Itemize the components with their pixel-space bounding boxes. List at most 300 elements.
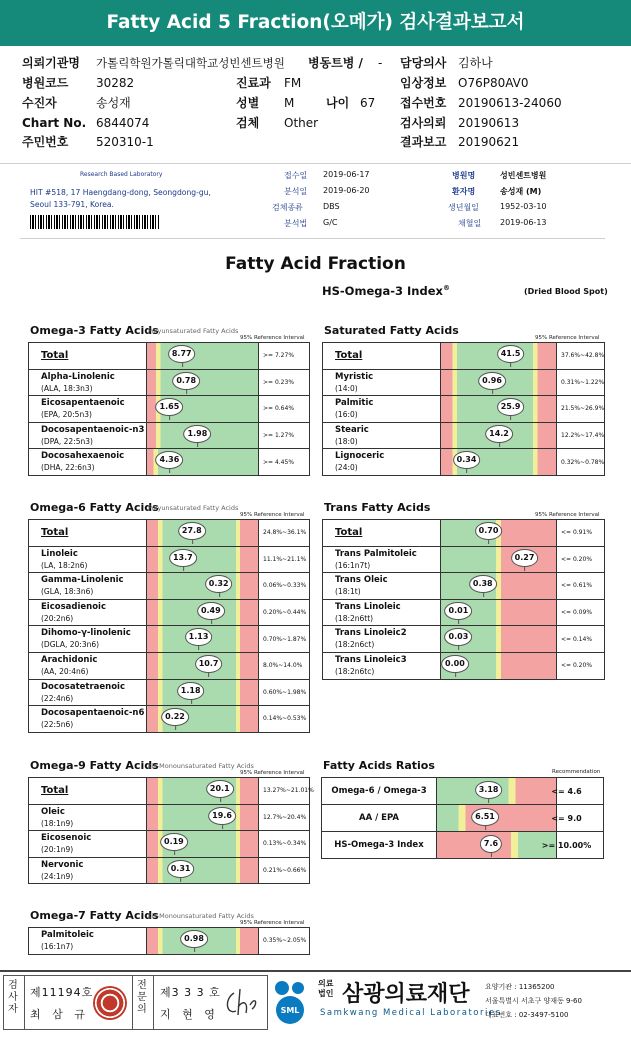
index-title: HS-Omega-3 Index®	[322, 284, 450, 298]
hospital-value: 성빈센트병원	[500, 171, 547, 180]
result-value: 25.9	[497, 398, 525, 416]
brand-prefix: 의료법인	[318, 979, 334, 998]
result-value: 1.65	[156, 398, 184, 416]
result-value: 0.70	[475, 522, 503, 540]
acid-formula: (20:2n6)	[41, 613, 74, 623]
ratio-row	[322, 832, 603, 859]
range-bar	[441, 520, 557, 546]
table-row	[29, 831, 309, 858]
reference-interval-label: 95% Reference Interval	[240, 770, 305, 776]
result-value: 0.01	[445, 602, 473, 620]
divider	[0, 163, 631, 164]
reference-range: 13.27%~21.01%	[263, 787, 314, 795]
fatty-acid-name	[29, 680, 147, 706]
acid-name: Linoleic	[41, 548, 78, 559]
fatty-acid-name	[29, 653, 147, 679]
result-value: 0.34	[453, 451, 481, 469]
fatty-acid-name	[323, 343, 441, 369]
range-bar	[147, 343, 259, 369]
acid-formula: (16:1n7)	[41, 942, 74, 951]
name-value: 송성재 (M)	[500, 187, 542, 196]
fatty-acid-name	[29, 805, 147, 831]
total-label: Total	[41, 350, 69, 361]
table-row	[323, 626, 604, 653]
ward-value: -	[378, 56, 383, 70]
ratios-table	[321, 777, 604, 859]
acid-name: Docosapentaenoic-n6	[41, 708, 145, 719]
table-row	[323, 547, 604, 574]
fatty-acid-name	[29, 778, 147, 804]
reference-range: 0.20%~0.44%	[263, 609, 307, 617]
reference-range: 8.0%~14.0%	[263, 662, 303, 670]
age-value: 67	[360, 96, 376, 110]
sml-logo-text: SML	[280, 1006, 300, 1015]
table-row	[323, 653, 604, 680]
reference-range: <= 0.20%	[561, 555, 593, 563]
acid-name: Oleic	[41, 806, 65, 817]
specialist-name: 지 현 영	[160, 1008, 219, 1021]
table-row	[29, 680, 309, 707]
fatty-acid-name	[29, 573, 147, 599]
results-table	[28, 342, 310, 476]
table-row	[29, 343, 309, 370]
specimen-type-value: DBS	[323, 202, 340, 211]
results-table	[28, 519, 310, 733]
section-title: Trans Fatty Acids	[324, 501, 431, 514]
doctor-label: 담당의사	[400, 56, 447, 70]
main-title: Fatty Acid Fraction	[225, 254, 406, 274]
acid-formula: (24:0)	[335, 463, 358, 473]
fatty-acid-name	[29, 600, 147, 626]
acid-formula: (16:1n7t)	[335, 560, 371, 570]
section-subtitle: Polyunsaturated Fatty Acids	[148, 327, 239, 335]
reference-range: 24.8%~36.1%	[263, 529, 307, 537]
analyzed-value: 2019-06-20	[323, 186, 370, 195]
received-value: 2019-06-17	[323, 170, 370, 179]
barcode	[30, 215, 160, 229]
analyzed-label: 분석일	[284, 187, 308, 196]
range-bar	[147, 831, 259, 857]
range-bar	[147, 449, 259, 475]
table-row	[29, 449, 309, 476]
recommendation-label: Recommendation	[552, 769, 601, 775]
acid-formula: (16:0)	[335, 410, 358, 420]
reference-range: <= 0.09%	[561, 609, 593, 617]
ratio-value: 7.6	[480, 835, 502, 853]
range-bar	[441, 547, 557, 573]
reference-range: <= 0.20%	[561, 662, 593, 670]
range-bar	[147, 626, 259, 652]
result-value: 19.6	[208, 807, 236, 825]
sex-label: 성별	[236, 96, 260, 110]
result-value: 0.49	[197, 602, 225, 620]
institution-code: 요양기관 : 11365200	[485, 983, 555, 991]
method-value: G/C	[323, 218, 338, 227]
ratios-title: Fatty Acids Ratios	[323, 759, 435, 772]
brand-name: 삼광의료재단	[342, 982, 470, 1007]
acid-name: Stearic	[335, 424, 369, 435]
table-row	[29, 520, 309, 547]
report-title: Fatty Acid 5 Fraction(오메가) 검사결과보고서	[0, 0, 631, 46]
fatty-acid-name	[29, 520, 147, 546]
acid-name: Trans Linoleic	[335, 601, 401, 612]
result-value: 0.32	[205, 575, 233, 593]
table-row	[323, 449, 604, 476]
reference-interval-label: 95% Reference Interval	[240, 512, 305, 518]
hosp-code-value: 30282	[96, 76, 135, 90]
acid-formula: (AA, 20:4n6)	[41, 666, 89, 676]
reference-interval-label: 95% Reference Interval	[240, 335, 305, 341]
section-title: Saturated Fatty Acids	[324, 324, 459, 337]
received-label: 접수일	[284, 171, 308, 180]
result-value: 0.78	[172, 372, 200, 390]
fatty-acid-name	[323, 573, 441, 599]
range-bar	[147, 600, 259, 626]
acid-formula: (18:2n6tt)	[335, 613, 374, 623]
section-subtitle: Polyunsaturated Fatty Acids	[148, 504, 239, 512]
section-title: Omega-3 Fatty Acids	[30, 324, 159, 337]
reference-range: 11.1%~21.1%	[263, 555, 307, 563]
reference-range: <= 0.14%	[561, 635, 593, 643]
acid-name: Nervonic	[41, 859, 84, 870]
reference-range: 0.31%~1.22%	[561, 378, 605, 386]
reference-range: 0.14%~0.53%	[263, 715, 307, 723]
fatty-acid-name	[29, 928, 147, 954]
table-row	[29, 547, 309, 574]
name-label: 환자명	[452, 187, 476, 196]
acid-formula: (20:1n9)	[41, 845, 74, 855]
reference-range: 12.7%~20.4%	[263, 813, 307, 821]
result-value: 10.7	[195, 655, 223, 673]
acid-formula: (18:1t)	[335, 587, 361, 597]
reference-interval-label: 95% Reference Interval	[240, 920, 305, 926]
result-value: 0.31	[167, 860, 195, 878]
collected-value: 2019-06-13	[500, 218, 547, 227]
report-date-label: 결과보고	[400, 135, 447, 149]
result-value: 0.03	[445, 628, 473, 646]
results-table	[28, 777, 314, 884]
reference-range: 12.2%~17.4%	[561, 432, 605, 440]
hospital-label: 병원명	[452, 171, 476, 180]
patient-value: 송성재	[96, 96, 131, 110]
ratio-row	[322, 805, 603, 832]
fatty-acid-name	[323, 423, 441, 449]
acid-formula: (14:0)	[335, 383, 358, 393]
acid-name: Docosatetraenoic	[41, 681, 125, 692]
receipt-value: 20190613-24060	[458, 96, 562, 110]
table-row	[29, 928, 309, 955]
range-bar	[441, 573, 557, 599]
institution-value: 가톨릭학원가톨릭대학교성빈센트병원	[96, 56, 285, 70]
result-value: 0.19	[160, 833, 188, 851]
fatty-acid-name	[29, 547, 147, 573]
specimen-type-label: 검체종류	[272, 203, 303, 212]
result-value: 8.77	[168, 345, 196, 363]
fatty-acid-name	[323, 626, 441, 652]
range-bar	[147, 653, 259, 679]
fatty-acid-name	[323, 547, 441, 573]
range-bar	[147, 573, 259, 599]
address: 서울특별시 서초구 양재동 9-60	[485, 997, 582, 1005]
acid-formula: (22:4n6)	[41, 693, 74, 703]
range-bar	[441, 626, 557, 652]
method-label: 분석법	[284, 219, 308, 228]
id-label: 주민번호	[22, 135, 69, 149]
id-value: 520310-1	[96, 135, 154, 149]
acid-formula: (18:2n6ct)	[335, 640, 375, 650]
reference-range: >= 0.64%	[263, 405, 295, 413]
ward-label: 병동트병 /	[308, 56, 363, 70]
acid-name: Eicosenoic	[41, 833, 92, 844]
fatty-acid-name	[323, 600, 441, 626]
request-value: 20190613	[458, 116, 520, 130]
reference-interval-label: 95% Reference Interval	[535, 512, 600, 518]
acid-formula: (22:5n6)	[41, 720, 74, 730]
table-row	[29, 396, 309, 423]
report-date-value: 20190621	[458, 135, 520, 149]
specimen-label: 검체	[236, 116, 260, 130]
seal-icon	[93, 986, 127, 1020]
range-bar	[147, 928, 259, 954]
total-label: Total	[41, 785, 69, 796]
section-title: Omega-9 Fatty Acids	[30, 759, 159, 772]
ratio-name: Omega-6 / Omega-3	[322, 778, 437, 804]
fatty-acid-name	[323, 653, 441, 679]
acid-name: Palmitic	[335, 398, 374, 409]
acid-formula: (DPA, 22:5n3)	[41, 436, 93, 446]
table-row	[323, 343, 604, 370]
table-row	[323, 370, 604, 397]
range-bar	[147, 547, 259, 573]
reference-range: >= 0.23%	[263, 378, 295, 386]
table-row	[29, 805, 309, 832]
result-value: 0.38	[469, 575, 497, 593]
reference-range: >= 1.27%	[263, 432, 295, 440]
result-value: 13.7	[169, 549, 197, 567]
ratio-row	[322, 778, 603, 805]
fatty-acid-name	[323, 396, 441, 422]
range-bar	[441, 449, 557, 475]
specialist-label: 전문의	[137, 980, 147, 1015]
lab-label: Research Based Laboratory	[80, 171, 163, 178]
specialist-number: 제3 3 3 호	[160, 986, 221, 999]
institution-label: 의뢰기관명	[22, 56, 80, 70]
reference-range: >= 4.45%	[263, 458, 295, 466]
sex-value: M	[284, 96, 295, 110]
acid-formula: (24:1n9)	[41, 871, 74, 881]
fatty-acid-name	[29, 423, 147, 449]
table-row	[29, 706, 309, 733]
total-label: Total	[41, 527, 69, 538]
table-row	[29, 600, 309, 627]
range-bar	[147, 370, 259, 396]
range-bar	[441, 600, 557, 626]
section-subtitle: cis-Monounsaturated Fatty Acids	[148, 762, 254, 770]
request-label: 검사의뢰	[400, 116, 447, 130]
table-row	[29, 370, 309, 397]
range-bar	[147, 396, 259, 422]
lab-address-1: HIT #518, 17 Haengdang-dong, Seongdong-gu,	[30, 188, 211, 197]
result-value: 20.1	[206, 780, 234, 798]
fatty-acid-name	[29, 831, 147, 857]
acid-name: Gamma-Linolenic	[41, 575, 124, 586]
reference-range: 0.35%~2.05%	[263, 937, 307, 945]
specimen-value: Other	[284, 116, 319, 130]
reference-range: 0.60%~1.98%	[263, 688, 307, 696]
reference-range: 0.13%~0.34%	[263, 840, 307, 848]
fatty-acid-name	[29, 370, 147, 396]
acid-name: Lignoceric	[335, 451, 385, 462]
section-subtitle: cis-Monounsaturated Fatty Acids	[148, 912, 254, 920]
section-title: Omega-7 Fatty Acids	[30, 909, 159, 922]
receipt-label: 접수번호	[400, 96, 447, 110]
doctor-value: 김하나	[458, 56, 493, 70]
range-bar	[147, 778, 259, 804]
ratio-recommendation: >= 10.00%	[541, 840, 592, 850]
clinical-label: 임상정보	[400, 76, 447, 90]
result-value: 0.00	[441, 655, 469, 673]
acid-name: Docosahexaenoic	[41, 451, 125, 462]
table-row	[323, 573, 604, 600]
range-bar	[441, 423, 557, 449]
acid-formula: (18:0)	[335, 436, 358, 446]
acid-formula: (DHA, 22:6n3)	[41, 463, 95, 473]
acid-formula: (EPA, 20:5n3)	[41, 410, 92, 420]
reference-range: >= 7.27%	[263, 352, 295, 360]
ratio-recommendation: <= 4.6	[551, 786, 582, 796]
acid-name: Trans Linoleic2	[335, 628, 407, 639]
result-value: 41.5	[497, 345, 525, 363]
acid-name: Arachidonic	[41, 654, 98, 665]
fatty-acid-name	[29, 858, 147, 884]
range-bar	[147, 423, 259, 449]
dept-label: 진료과	[236, 76, 271, 90]
phone: 대표번호 : 02-3497-5100	[485, 1011, 569, 1019]
acid-formula: (DGLA, 20:3n6)	[41, 640, 100, 650]
chart-label: Chart No.	[22, 116, 87, 130]
examiner-label: 검사자	[8, 980, 18, 1015]
ratio-recommendation: <= 9.0	[551, 813, 582, 823]
acid-name: Myristic	[335, 371, 374, 382]
result-value: 4.36	[156, 451, 184, 469]
table-row	[29, 626, 309, 653]
results-table	[322, 519, 605, 680]
table-row	[29, 858, 309, 885]
result-value: 1.13	[185, 628, 213, 646]
section-title: Omega-6 Fatty Acids	[30, 501, 159, 514]
range-bar	[147, 805, 259, 831]
fatty-acid-name	[29, 626, 147, 652]
clinical-value: O76P80AV0	[458, 76, 529, 90]
ratio-value: 3.18	[475, 781, 503, 799]
acid-formula: (18:1n9)	[41, 818, 74, 828]
examiner-number: 제11194호	[30, 986, 94, 999]
result-value: 0.98	[180, 930, 208, 948]
acid-name: Palmitoleic	[41, 930, 94, 940]
table-row	[29, 653, 309, 680]
fatty-acid-name	[29, 396, 147, 422]
reference-range: 21.5%~26.9%	[561, 405, 605, 413]
hosp-code-label: 병원코드	[22, 76, 69, 90]
range-bar	[147, 680, 259, 706]
lab-address-2: Seoul 133-791, Korea.	[30, 200, 114, 209]
range-bar	[441, 343, 557, 369]
result-value: 1.98	[184, 425, 212, 443]
reference-range: <= 0.61%	[561, 582, 593, 590]
dob-value: 1952-03-10	[500, 202, 547, 211]
result-value: 0.22	[161, 708, 189, 726]
chart-value: 6844074	[96, 116, 150, 130]
table-row	[29, 778, 314, 805]
dept-value: FM	[284, 76, 302, 90]
total-label: Total	[335, 350, 363, 361]
ratio-name: HS-Omega-3 Index	[322, 832, 437, 858]
acid-formula: (ALA, 18:3n3)	[41, 383, 93, 393]
table-row	[323, 423, 604, 450]
range-bar	[147, 858, 259, 884]
signature-icon	[222, 985, 262, 1021]
fatty-acid-name	[29, 343, 147, 369]
range-bar	[147, 520, 259, 546]
range-bar	[441, 653, 557, 679]
age-label: 나이	[326, 96, 350, 110]
divider	[20, 238, 605, 239]
table-row	[29, 423, 309, 450]
patient-label: 수진자	[22, 96, 57, 110]
result-value: 1.18	[177, 682, 205, 700]
table-row	[323, 600, 604, 627]
acid-name: Alpha-Linolenic	[41, 371, 115, 382]
range-bar	[441, 370, 557, 396]
reference-range: 0.06%~0.33%	[263, 582, 307, 590]
acid-name: Eicosadienoic	[41, 601, 106, 612]
acid-formula: (LA, 18:2n6)	[41, 560, 88, 570]
ratio-name: AA / EPA	[322, 805, 437, 831]
acid-name: Trans Oleic	[335, 575, 388, 586]
results-table	[28, 927, 310, 955]
range-bar	[147, 706, 259, 732]
examiner-name: 최 삼 규	[30, 1008, 89, 1021]
result-value: 0.27	[511, 549, 539, 567]
range-bar	[441, 396, 557, 422]
fatty-acid-name	[29, 449, 147, 475]
dob-label: 생년월일	[448, 203, 479, 212]
total-label: Total	[335, 527, 363, 538]
acid-name: Eicosapentaenoic	[41, 398, 125, 409]
reference-interval-label: 95% Reference Interval	[535, 335, 600, 341]
table-row	[323, 520, 604, 547]
sample-type: (Dried Blood Spot)	[524, 287, 608, 296]
acid-name: Trans Linoleic3	[335, 654, 407, 665]
acid-formula: (18:2n6tc)	[335, 666, 375, 676]
acid-name: Docosapentaenoic-n3	[41, 424, 145, 435]
acid-formula: (GLA, 18:3n6)	[41, 587, 94, 597]
table-row	[323, 396, 604, 423]
acid-name: Trans Palmitoleic	[335, 548, 417, 559]
reference-range: 0.70%~1.87%	[263, 635, 307, 643]
acid-name: Dihomo-γ-linolenic	[41, 628, 131, 639]
collected-label: 채혈일	[458, 219, 482, 228]
fatty-acid-name	[323, 520, 441, 546]
reference-range: 0.32%~0.78%	[561, 458, 605, 466]
sml-logo-icon	[270, 978, 314, 1026]
result-value: 27.8	[178, 522, 206, 540]
results-table	[322, 342, 605, 476]
fatty-acid-name	[323, 370, 441, 396]
brand-english: Samkwang Medical Laboratories	[320, 1008, 502, 1018]
table-row	[29, 573, 309, 600]
result-value: 14.2	[485, 425, 513, 443]
